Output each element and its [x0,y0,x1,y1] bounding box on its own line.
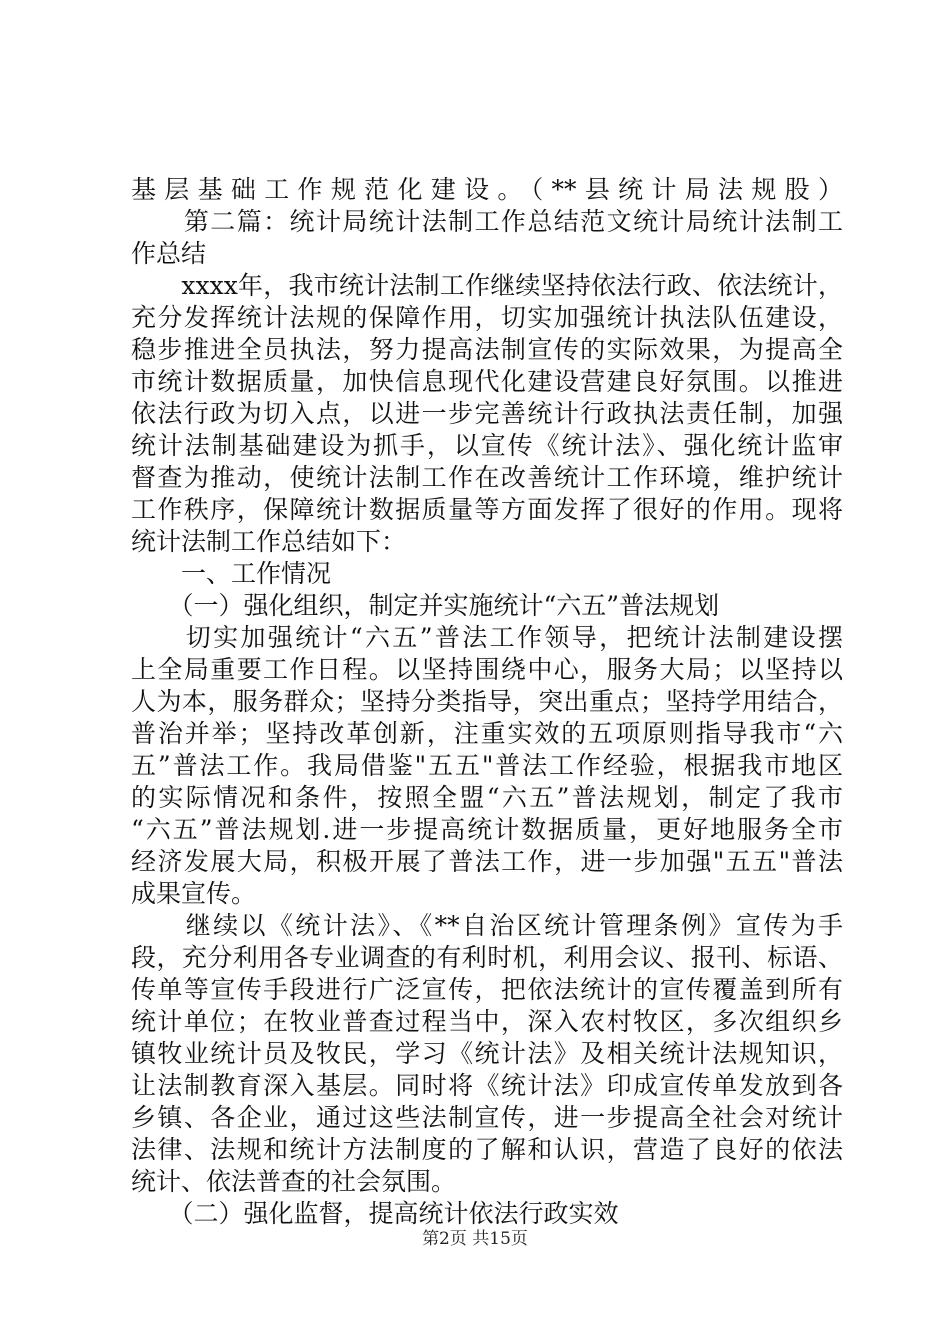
text-line: xxxx年，我市统计法制工作继续坚持依法行政、依法统计， [131,271,843,300]
document-body [131,174,843,1230]
text-line: 传单等宣传手段进行广泛宣传，把依法统计的宣传覆盖到所有 [131,975,843,1004]
text-line: 继续以《统计法》、《**自治区统计管理条例》宣传为手 [131,911,843,940]
text-line: 市统计数据质量，加快信息现代化建设营建良好氛围。以推进 [131,367,843,396]
text-line: 督查为推动，使统计法制工作在改善统计工作环境，维护统计 [131,463,843,492]
text-line: 段，充分利用各专业调查的有利时机，利用会议、报刊、标语、 [131,943,843,972]
text-line: 镇牧业统计员及牧民，学习《统计法》及相关统计法规知识， [131,1039,843,1068]
text-line: 法律、法规和统计方法制度的了解和认识，营造了良好的依法 [131,1135,843,1164]
text-line: 充分发挥统计法规的保障作用，切实加强统计执法队伍建设， [131,303,843,332]
text-line: 工作秩序，保障统计数据质量等方面发挥了很好的作用。现将 [131,495,843,524]
page-footer [0,1228,950,1250]
text-line: 统计法制基础建设为抓手，以宣传《统计法》、强化统计监审 [131,431,843,460]
section-heading: 一、工作情况 [131,559,332,588]
text-line: 乡镇、各企业，通过这些法制宣传，进一步提高全社会对统计 [131,1103,843,1132]
subsection-heading: （二）强化监督，提高统计依法行政实效 [131,1199,619,1228]
subsection-heading: （一）强化组织，制定并实施统计“六五”普法规划 [131,591,720,620]
text-line: 稳步推进全员执法，努力提高法制宣传的实际效果，为提高全 [131,335,843,364]
text-line: 人为本，服务群众；坚持分类指导，突出重点；坚持学用结合， [131,687,843,716]
text-line: 的实际情况和条件，按照全盟“六五”普法规划，制定了我市 [131,783,843,812]
text-line: 经济发展大局，积极开展了普法工作，进一步加强"五五"普法 [131,847,843,876]
text-line: 成果宣传。 [131,879,257,908]
text-line: 统计单位；在牧业普查过程当中，深入农村牧区，多次组织乡 [131,1007,843,1036]
text-line: 统计法制工作总结如下： [131,527,407,556]
text-line: 统计、依法普查的社会氛围。 [131,1167,457,1196]
text-line: “六五”普法规划.进一步提高统计数据质量，更好地服务全市 [131,815,843,844]
text-line: 上全局重要工作日程。以坚持围绕中心，服务大局；以坚持以 [131,655,843,684]
text-line: 让法制教育深入基层。同时将《统计法》印成宣传单发放到各 [131,1071,843,1100]
text-line: 第二篇：统计局统计法制工作总结范文统计局统计法制工 [131,207,843,236]
text-line: 五”普法工作。我局借鉴"五五"普法工作经验，根据我市地区 [131,751,843,780]
text-line: 依法行政为切入点，以进一步完善统计行政执法责任制，加强 [131,399,843,428]
page-number-label: 第2页 共15页 [422,1229,528,1249]
text-line: 切实加强统计“六五”普法工作领导，把统计法制建设摆 [131,623,843,652]
text-line: 基层基础工作规范化建设。（**县统计局法规股） [131,175,843,204]
text-line: 普治并举；坚持改革创新，注重实效的五项原则指导我市“六 [131,719,843,748]
text-line: 作总结 [131,239,207,268]
